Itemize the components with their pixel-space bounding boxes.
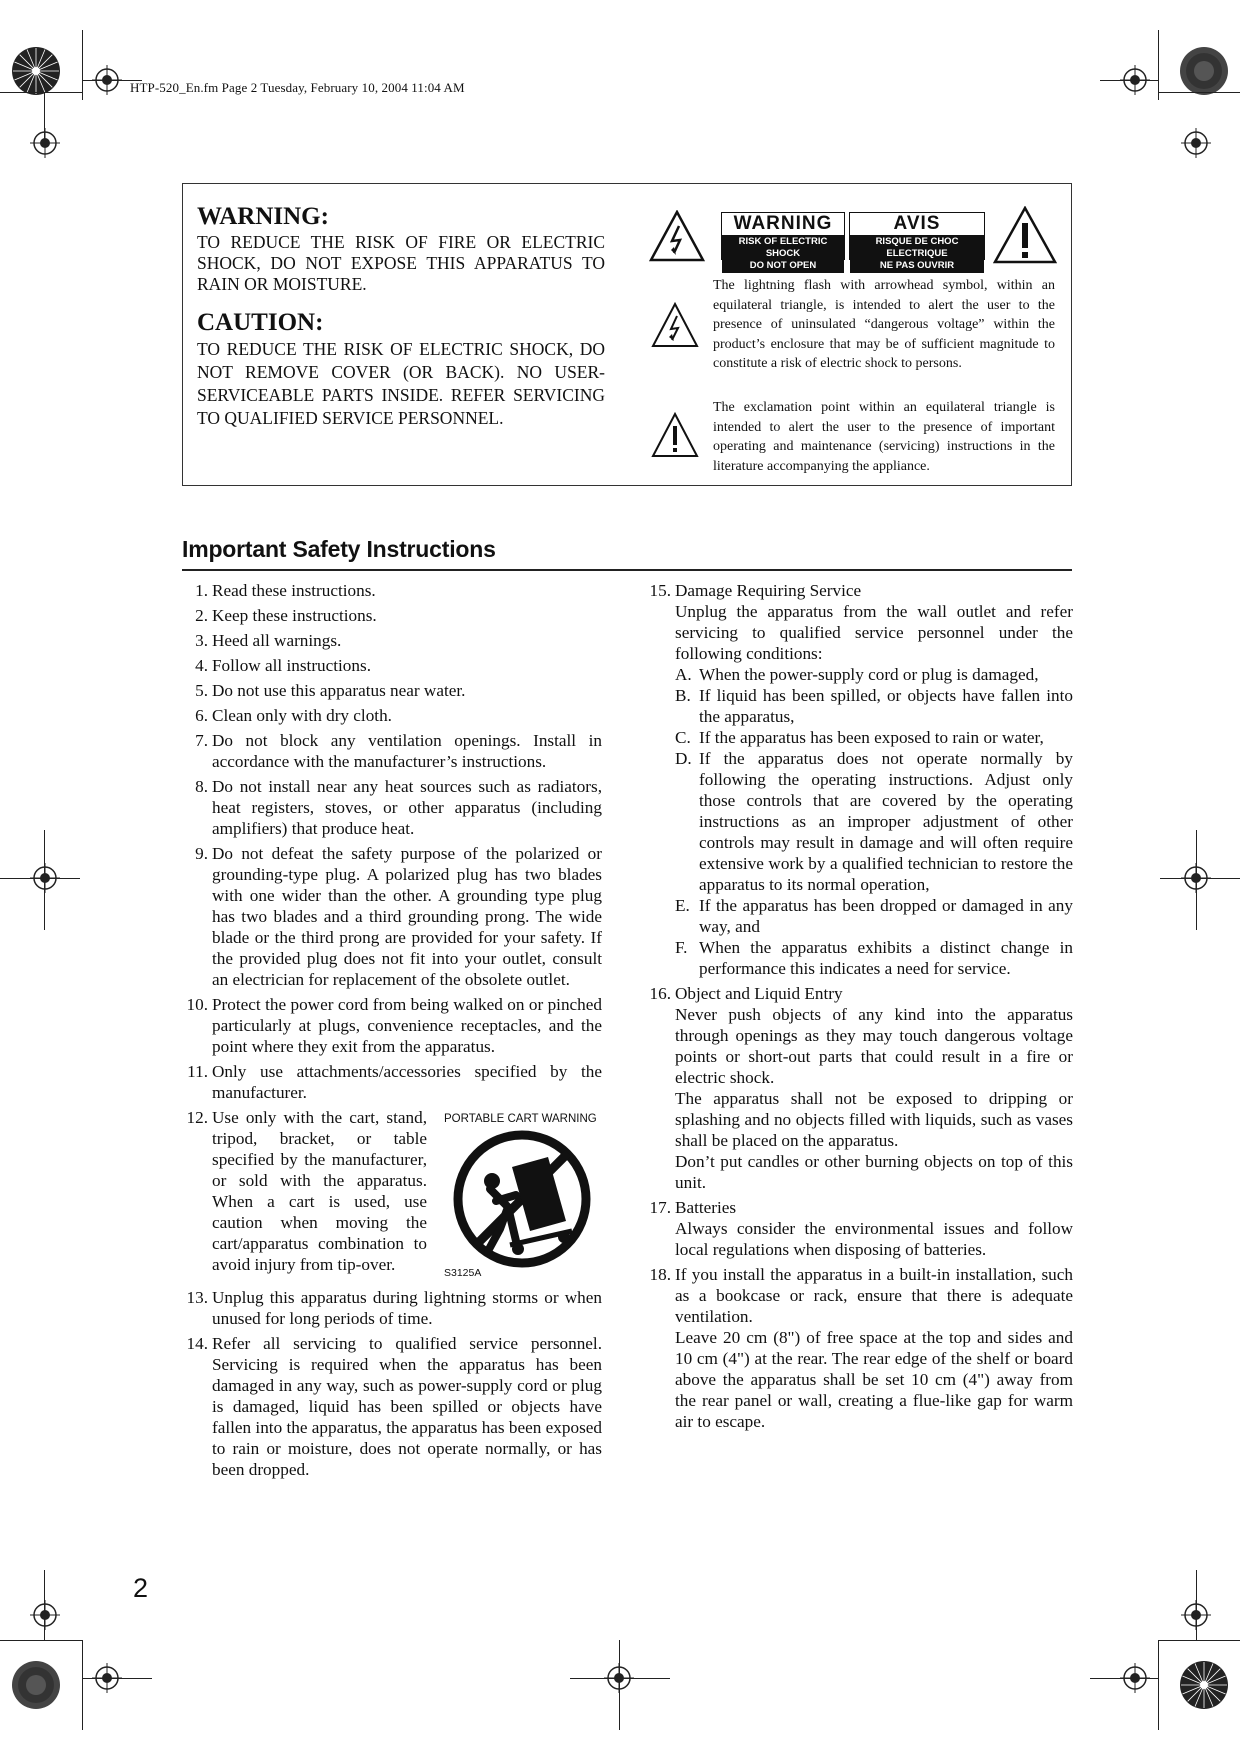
item-paragraph: Unplug the apparatus from the wall outlet and refer servicing to qualified service personnel under the following conditions: <box>675 602 1073 663</box>
warning-label-title: WARNING <box>733 213 833 234</box>
registration-mark-icon <box>1181 128 1211 158</box>
list-item: 8. Do not install near any heat sources such as radiators, heat registers, stoves, or other apparatus (including amplifiers) that produce heat. <box>195 777 602 838</box>
sunburst-mark-icon <box>1179 1660 1229 1710</box>
list-item-built-in: 18. If you install the apparatus in a built-in installation, such as a bookcase or rack, ensure that there is adequate ventilation. Leave 20 cm (8") of free space at the top and sides and 10 cm (4") at the rear. The rear edge of the shelf or board above the apparatus shall be set 10 cm (4") away from the rear panel or wall, creating a flue-like gap for warm air to escape. <box>649 1265 1073 1431</box>
warning-title: WARNING: <box>197 203 329 230</box>
item-title: Object and Liquid Entry <box>675 984 843 1003</box>
item-paragraph: The apparatus shall not be exposed to dripping or splashing and no objects filled with liquids, such as vases shall be placed on the apparatus. <box>675 1089 1073 1150</box>
instructions-left-column <box>182 580 602 1484</box>
instructions-right-column <box>645 580 1073 1436</box>
list-item: 9. Do not defeat the safety purpose of the polarized or grounding-type plug. A polarized plug has two blades with one wider than the other. A grounding type plug has two blades and a third grounding prong. The wide blade or the third prong are provided for your safety. If the provided plug does not fit into your outlet, consult an electrician for replacement of the obsolete outlet. <box>195 844 602 989</box>
warning-label <box>721 212 845 271</box>
cart-instruction-text: Use only with the cart, stand, tripod, bracket, or table specified by the manufacturer, or sold with the apparatus. When a cart is used, use caution when moving the cart/apparatus combination to avoid injury from tip-over. <box>212 1108 427 1274</box>
lightning-symbol-text: The lightning flash with arrowhead symbol, within an equilateral triangle, is intended to alert the user to the presence of uninsulated “dangerous voltage” within the product’s enclosure that may be of sufficient magnitude to constitute a risk of electric shock to persons. <box>713 278 1055 371</box>
cart-symbol-code: S3125A <box>444 1267 482 1279</box>
avis-label-line2: NE PAS OUVRIR <box>879 260 955 271</box>
section-rule <box>182 569 1072 571</box>
item-title: Damage Requiring Service <box>675 581 862 600</box>
warning-text: TO REDUCE THE RISK OF FIRE OR ELECTRIC SHOCK, DO NOT EXPOSE THIS APPARATUS TO RAIN OR MOISTURE. <box>197 232 605 294</box>
list-item: 10. Protect the power cord from being walked on or pinched particularly at plugs, convenience receptacles, and the point where they exit from the apparatus. <box>186 995 602 1056</box>
sunburst-mark-icon <box>11 46 61 96</box>
avis-label <box>849 212 985 271</box>
item-paragraph: Don’t put candles or other burning objects on top of this unit. <box>675 1152 1073 1192</box>
registration-mark-icon <box>30 1600 60 1630</box>
avis-label-title: AVIS <box>893 213 941 234</box>
lightning-triangle-icon <box>649 210 705 262</box>
caution-text: TO REDUCE THE RISK OF ELECTRIC SHOCK, DO NOT REMOVE COVER (OR BACK). NO USER-SERVICEABLE PARTS INSIDE. REFER SERVICING TO QUALIFIED SERVICE PERSONNEL. <box>197 339 605 428</box>
sub-item: E. If the apparatus has been dropped or damaged in any way, and <box>675 896 1073 936</box>
list-item-batteries: 17. Batteries Always consider the environmental issues and follow local regulations when disposing of batteries. <box>649 1198 1073 1259</box>
sub-item: B. If liquid has been spilled, or objects have fallen into the apparatus, <box>675 686 1073 726</box>
warning-label-line1: RISK OF ELECTRIC SHOCK <box>738 236 828 259</box>
list-item: 6. Clean only with dry cloth. <box>195 706 392 725</box>
list-item: 11. Only use attachments/accessories specified by the manufacturer. <box>187 1062 602 1102</box>
warning-box <box>182 183 1072 486</box>
sub-item: A. When the power-supply cord or plug is damaged, <box>675 665 1039 684</box>
section-title: Important Safety Instructions <box>182 536 496 562</box>
list-item: 3. Heed all warnings. <box>195 631 342 650</box>
exclamation-triangle-icon <box>651 412 699 458</box>
sub-item: D. If the apparatus does not operate normally by following the operating instructions. Adjust only those controls that are covered by the operating instructions as an improper adjustment of other controls may result in damage and will often require extensive work by a qualified technician to restore the apparatus to its normal operation, <box>675 749 1073 894</box>
list-item: 7. Do not block any ventilation openings. Install in accordance with the manufacturer’s instructions. <box>195 731 602 771</box>
avis-label-line1: RISQUE DE CHOC ELECTRIQUE <box>875 236 959 259</box>
warning-caution-block <box>197 202 605 430</box>
file-header-line: HTP-520_En.fm Page 2 Tuesday, February 10, 2004 11:04 AM <box>130 80 465 95</box>
list-item: 1. Read these instructions. <box>195 581 376 600</box>
list-item: 2. Keep these instructions. <box>195 606 377 625</box>
exclamation-triangle-icon <box>993 206 1057 264</box>
sub-item: C. If the apparatus has been exposed to rain or water, <box>675 728 1044 747</box>
sunburst-mark-icon <box>11 1660 61 1710</box>
sub-item: F. When the apparatus exhibits a distinct change in performance this indicates a need for service. <box>675 938 1073 978</box>
lightning-triangle-icon <box>651 302 699 348</box>
list-item: 14. Refer all servicing to qualified service personnel. Servicing is required when the apparatus has been damaged in any way, such as power-supply cord or plug is damaged, liquid has been spilled or objects have fallen into the apparatus, the apparatus has been exposed to rain or moisture, does not operate normally, or has been dropped. <box>186 1334 602 1479</box>
item-title: Batteries <box>675 1198 737 1217</box>
list-item-cart: 12. Use only with the cart, stand, tripod, bracket, or table specified by the manufacturer, or sold with the apparatus. When a cart is used, use caution when moving the cart/apparatus combination to avoid injury from tip-over. PORTABLE CART WARNING S3125A <box>182 1107 602 1283</box>
page-number: 2 <box>133 1573 149 1603</box>
list-item: 4. Follow all instructions. <box>195 656 371 675</box>
list-item: 13. Unplug this apparatus during lightning storms or when unused for long periods of time. <box>186 1288 602 1328</box>
list-item-object-liquid: 16. Object and Liquid Entry Never push objects of any kind into the apparatus through openings as they may touch dangerous voltage points or short-out parts that could result in a fire or electric shock. The apparatus shall not be exposed to dripping or splashing and no objects filled with liquids, such as vases shall be placed on the apparatus. Don’t put candles or other burning objects on top of this unit. <box>649 984 1073 1192</box>
item-paragraph: Always consider the environmental issues and follow local regulations when disposing of batteries. <box>675 1219 1073 1259</box>
warning-label-line2: DO NOT OPEN <box>749 260 817 271</box>
registration-mark-icon <box>30 128 60 158</box>
list-item-damage-service: 15. Damage Requiring Service Unplug the apparatus from the wall outlet and refer servicing to qualified service personnel under the following conditions: A. When the power-supply cord or plug is damaged, B. If liquid has been spilled, or objects have fallen into the apparatus, C. If the apparatus has been exposed to rain or water, D. If the apparatus does not operate normally by following the operating instructions. Adjust only those controls that are covered by the operating instructions as an improper adjustment of other controls may result in damage and will often require extensive work by a qualified technician to restore the apparatus to its normal operation, E. If the apparatus has been dropped or damaged in any way, and F. When the apparatus exhibits a distinct change in performance this indicates a need for service. <box>649 581 1073 978</box>
sunburst-mark-icon <box>1179 46 1229 96</box>
caution-title: CAUTION: <box>197 309 324 336</box>
portable-cart-warning-label: PORTABLE CART WARNING <box>444 1113 597 1125</box>
item-paragraph: Never push objects of any kind into the apparatus through openings as they may touch dangerous voltage points or short-out parts that could result in a fire or electric shock. <box>675 1005 1073 1087</box>
list-item: 5. Do not use this apparatus near water. <box>195 681 466 700</box>
item-paragraph: If you install the apparatus in a built-in installation, such as a bookcase or rack, ensure that there is adequate ventilation. <box>675 1265 1073 1326</box>
no-cart-tipover-icon <box>452 1129 592 1269</box>
item-paragraph: Leave 20 cm (8") of free space at the top and sides and 10 cm (4") at the rear. The rear edge of the shelf or board above the apparatus shall be set 10 cm (4") away from the rear panel or wall, creating a flue-like gap for warm air to escape. <box>675 1328 1073 1431</box>
exclamation-symbol-text: The exclamation point within an equilateral triangle is intended to alert the user to the presence of important operating and maintenance (servicing) instructions in the literature accompanying the appliance. <box>713 400 1055 474</box>
